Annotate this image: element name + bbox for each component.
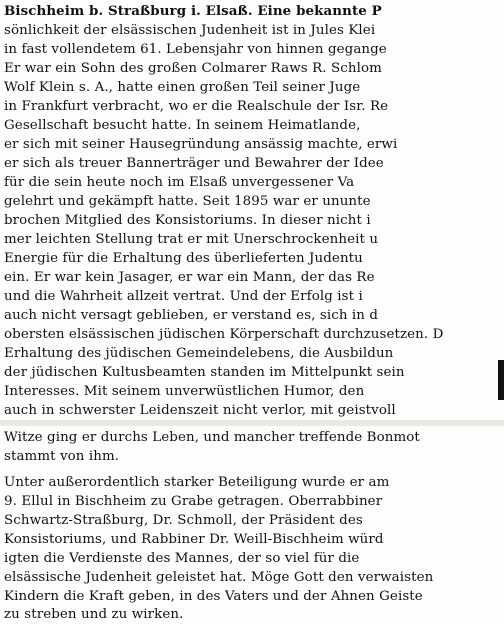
- text-line: er sich mit seiner Hausegründung ansässig machte, erwi: [4, 137, 398, 152]
- text-line: mer leichten Stellung trat er mit Unerschrockenheit u: [4, 232, 379, 247]
- text-line: stammt von ihm.: [4, 449, 120, 464]
- text-line: für die sein heute noch im Elsaß unvergessener Va: [4, 175, 355, 190]
- text-line: auch nicht versagt geblieben, er verstand es, sich in d: [4, 308, 379, 323]
- text-line: Erhaltung des jüdischen Gemeindelebens, die Ausbildun: [4, 346, 394, 361]
- text-line: zu streben und zu wirken.: [4, 607, 184, 622]
- text-line: Kindern die Kraft geben, in des Vaters und der Ahnen Geiste: [4, 589, 423, 604]
- text-line: gelehrt und gekämpft hatte. Seit 1895 war er ununte: [4, 194, 371, 209]
- text-line: der jüdischen Kultusbeamten standen im Mittelpunkt sein: [4, 365, 405, 380]
- text-line: Er war ein Sohn des großen Colmarer Raws R. Schlom: [4, 61, 382, 76]
- lead-phrase: Eine bekannte P: [252, 3, 382, 19]
- text-line: ein. Er war kein Jasager, er war ein Mann, der das Re: [4, 270, 375, 285]
- text-line: auch in schwerster Leidenszeit nicht verlor, mit geistvoll: [4, 403, 396, 418]
- text-line: in Frankfurt verbracht, wo er die Realschule der Isr. Re: [4, 99, 389, 114]
- scan-seam: [0, 420, 504, 426]
- text-line: Unter außerordentlich starker Beteiligung wurde er am: [4, 475, 390, 490]
- text-line: obersten elsässischen jüdischen Körperschaft durchzusetzen. D: [4, 327, 444, 342]
- scan-edge-shadow: [498, 360, 504, 400]
- text-line: igten die Verdienste des Mannes, der so viel für die: [4, 551, 360, 566]
- text-line: Schwartz-Straßburg, Dr. Schmoll, der Präsident des: [4, 513, 363, 528]
- article-first-line: [4, 2, 498, 21]
- text-line: Gesellschaft besucht hatte. In seinem Heimatlande,: [4, 118, 361, 133]
- place-subheading: b. Straßburg i. Elsaß.: [84, 3, 253, 19]
- text-line: sönlichkeit der elsässischen Judenheit ist in Jules Klei: [4, 23, 376, 38]
- text-line: elsässische Judenheit geleistet hat. Möge Gott den verwaisten: [4, 570, 434, 585]
- text-line: Konsistoriums, und Rabbiner Dr. Weill-Bischheim würd: [4, 532, 384, 547]
- text-line: Wolf Klein s. A., hatte einen großen Teil seiner Juge: [4, 80, 361, 95]
- text-line: und die Wahrheit allzeit vertrat. Und der Erfolg ist i: [4, 289, 363, 304]
- text-line: brochen Mitglied des Konsistoriums. In dieser nicht i: [4, 213, 371, 228]
- text-line: Energie für die Erhaltung des überlieferten Judentu: [4, 251, 363, 266]
- text-line: in fast vollendetem 61. Lebensjahr von hinnen gegange: [4, 42, 387, 57]
- text-line: Interesses. Mit seinem unverwüstlichen Humor, den: [4, 384, 365, 399]
- text-line: 9. Ellul in Bischheim zu Grabe getragen. Oberrabbiner: [4, 494, 383, 509]
- place-heading: Bischheim: [4, 3, 85, 19]
- text-line: er sich als treuer Bannerträger und Bewahrer der Idee: [4, 156, 384, 171]
- text-line: Witze ging er durchs Leben, und mancher treffende Bonmot: [4, 430, 420, 445]
